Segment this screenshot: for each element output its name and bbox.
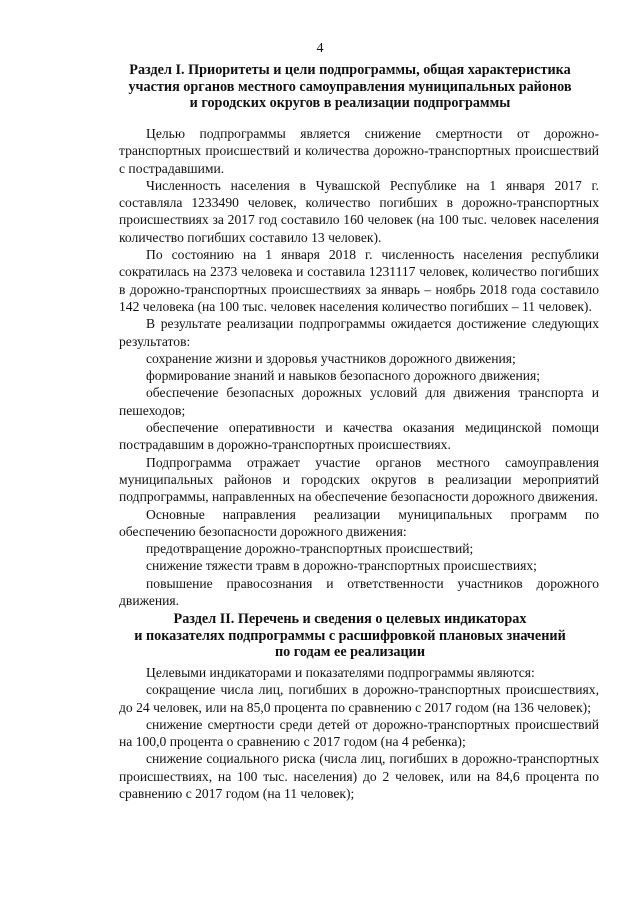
section-2-title-line: по годам ее реализации <box>274 644 426 660</box>
list-item: снижение социального риска (числа лиц, погибших в дорожно-транспортных происшествиях, на 100 тыс. населения) до 2 человек, или на 84,6 процента по сравнению с 2017 годом (на 11 человек); <box>119 751 599 802</box>
section-1-title-line: Раздел I. Приоритеты и цели подпрограммы, общая характеристика <box>129 62 571 78</box>
list-item: сохранение жизни и здоровья участников дорожного движения; <box>146 350 516 366</box>
section-2-body <box>119 664 599 802</box>
section-2-title-line: Раздел II. Перечень и сведения о целевых индикаторах <box>173 611 527 627</box>
section-1-title-line: участия органов местного самоуправления муниципальных районов <box>128 78 572 95</box>
list-item: снижение тяжести травм в дорожно-транспортных происшествиях; <box>146 558 537 574</box>
section-1-title-line: и городских округов в реализации подпрограммы <box>189 95 511 111</box>
section-2-title <box>100 611 600 661</box>
section-1-body <box>119 125 599 609</box>
section-2-title-line: и показателях подпрограммы с расшифровкой плановых значений <box>134 627 566 644</box>
paragraph: Основные направления реализации муниципальных программ по обеспечению безопасности дорожного движения: <box>119 506 599 539</box>
paragraph: По состоянию на 1 января 2018 г. численность населения республики сократилась на 2373 человека и составила 1231117 человек, количество погибших в дорожно-транспортных происшествиях за январь – ноябрь 2018 года составило 142 человека (на 100 тыс. человек населения количество погибших – 11 человек). <box>119 247 599 314</box>
list-item: предотвращение дорожно-транспортных происшествий; <box>146 541 474 557</box>
paragraph: Подпрограмма отражает участие органов местного самоуправления муниципальных районов и городских округов в реализации мероприятий подпрограммы, направленных на обеспечение безопасности дорожного движения. <box>119 454 599 505</box>
section-1-title <box>100 62 600 112</box>
list-item: снижение смертности среди детей от дорожно-транспортных происшествий на 100,0 процента о сравнению с 2017 годом (на 4 ребенка); <box>119 716 599 750</box>
page-number: 4 <box>316 41 324 56</box>
list-item: обеспечение безопасных дорожных условий для движения транспорта и пешеходов; <box>119 385 599 418</box>
paragraph: В результате реализации подпрограммы ожидается достижение следующих результатов: <box>119 316 599 349</box>
list-item: повышение правосознания и ответственности участников дорожного движения. <box>119 575 599 609</box>
paragraph: Целевыми индикаторами и показателями подпрограммы являются: <box>146 665 535 680</box>
paragraph: Численность населения в Чувашской Республике на 1 января 2017 г. составляла 1233490 человек, количество погибших в дорожно-транспортных происшествиях за 2017 год составило 160 человек (на 100 тыс. человек населения количество погибших составило 13 человек). <box>119 177 599 245</box>
list-item: обеспечение оперативности и качества оказания медицинской помощи пострадавшим в дорожно-транспортных происшествиях. <box>119 420 599 453</box>
list-item: сокращение числа лиц, погибших в дорожно-транспортных происшествиях, до 24 человек, или на 85,0 процента по сравнению с 2017 годом (на 136 человек); <box>119 682 599 715</box>
list-item: формирование знаний и навыков безопасного дорожного движения; <box>146 368 541 384</box>
paragraph: Целью подпрограммы является снижение смертности от дорожно-транспортных происшествий и количества дорожно-транспортных происшествий с пострадавшими. <box>119 126 599 176</box>
